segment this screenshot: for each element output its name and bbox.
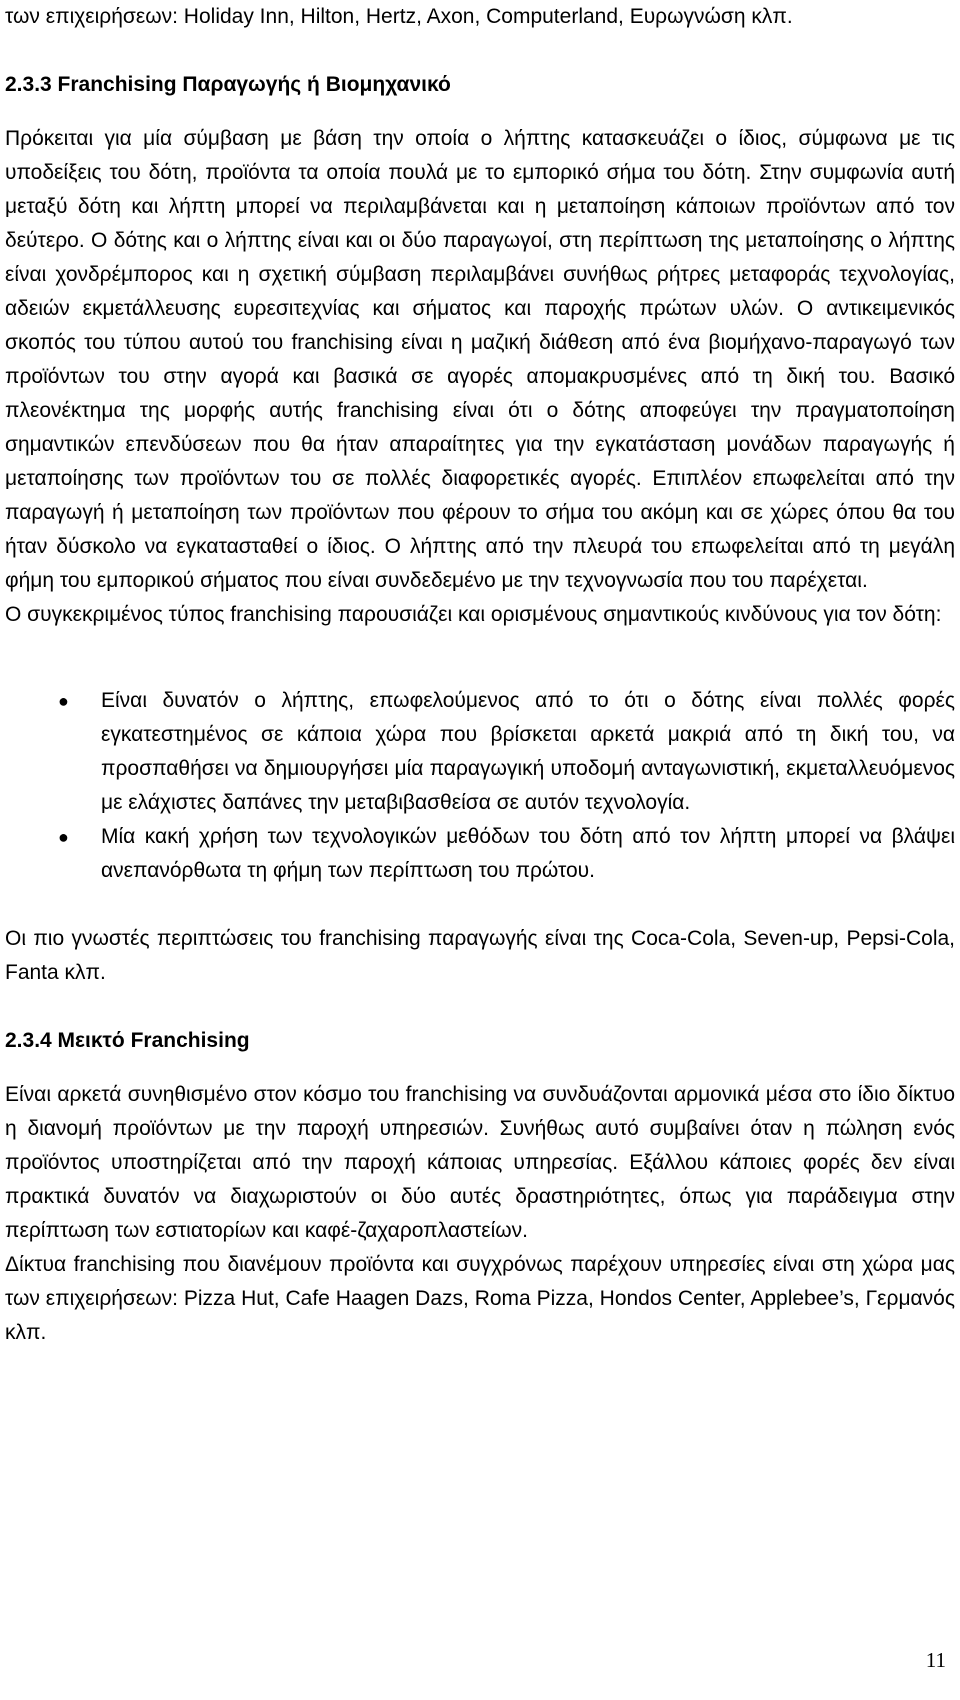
bullet-item bbox=[5, 684, 955, 820]
section-heading-2-3-3: 2.3.3 Franchising Παραγωγής ή Βιομηχανικό bbox=[5, 73, 451, 96]
section-2-3-3-paragraph-2: Ο συγκεκριμένος τύπος franchising παρουσιάζει και ορισμένους σημαντικούς κινδύνους για τον δότη: bbox=[5, 603, 942, 626]
bullet-item-text: Μία κακή χρήση των τεχνολογικών μεθόδων του δότη από τον λήπτη μπορεί να βλάψει ανεπανόρθωτα τη φήμη των περίπτωση του πρώτου. bbox=[101, 825, 955, 882]
section-heading-2-3-4: 2.3.4 Μεικτό Franchising bbox=[5, 1029, 250, 1052]
section-2-3-4-paragraph-2: Δίκτυα franchising που διανέμουν προϊόντα και συγχρόνως παρέχουν υπηρεσίες είναι στη χώρα μας των επιχειρήσεων: Pizza Hut, Cafe Haagen Dazs, Roma Pizza, Hondos Center, Applebee’s, Γερμανός κλπ. bbox=[5, 1253, 955, 1344]
section-2-3-3-paragraph-3: Οι πιο γνωστές περιπτώσεις του franchising παραγωγής είναι της Coca-Cola, Seven-up, Pepsi-Cola, Fanta κλπ. bbox=[5, 927, 955, 984]
bullet-icon: ● bbox=[58, 691, 69, 711]
section-2-3-3-paragraph-1: Πρόκειται για μία σύμβαση με βάση την οποία ο λήπτης κατασκευάζει ο ίδιος, σύμφωνα με τις υποδείξεις του δότη, προϊόντα τα οποία πουλά με το εμπορικό σήμα του δότη. Στην συμφωνία αυτή μεταξύ δότη και λήπτη μπορεί να περιλαμβάνεται και η μεταποίηση κάποιων προϊόντων από τον δεύτερο. Ο δότης και ο λήπτης είναι και οι δύο παραγωγοί, στη περίπτωση της μεταποίησης ο λήπτης είναι χονδρέμπορος και η σχετική σύμβαση περιλαμβάνει συνήθως ρήτρες μεταφοράς τεχνολογίας, αδειών εκμετάλλευσης ευρεσιτεχνίας και σήματος και παροχής πρώτων υλών. Ο αντικειμενικός σκοπός του τύπου αυτού του franchising είναι η μαζική διάθεση από ένα βιομήχανο-παραγωγό των προϊόντων του στην αγορά και βασικά σε αγορές απομακρυσμένες από τη δική του. Βασικό πλεονέκτημα της μορφής αυτής franchising είναι ότι ο δότης αποφεύγει την πραγματοποίηση σημαντικών επενδύσεων που θα ήταν απαραίτητες για την εγκατάσταση μονάδων παραγωγής ή μεταποίησης των προϊόντων του σε πολλές διαφορετικές αγορές. Επιπλέον επωφελείται από την παραγωγή ή μεταποίηση των προϊόντων που φέρουν το σήμα του ακόμη και σε χώρες όπου θα του ήταν δύσκολο να εγκατασταθεί ο ίδιος. Ο λήπτης από την πλευρά του επωφελείται από τη μεγάλη φήμη του εμπορικού σήματος που είναι συνδεδεμένο με την τεχνογνωσία που του παρέχεται. bbox=[5, 127, 955, 592]
bullet-icon: ● bbox=[58, 827, 69, 847]
page-number: 11 bbox=[925, 1648, 946, 1672]
document-page bbox=[5, 0, 955, 1350]
bullet-item-text: Είναι δυνατόν ο λήπτης, επωφελούμενος από το ότι ο δότης είναι πολλές φορές εγκατεστημένος σε κάποια χώρα που βρίσκεται αρκετά μακριά από τη δική του, να προσπαθήσει να δημιουργήσει μία παραγωγική υποδομή ανταγωνιστική, εκμεταλλευόμενος με ελάχιστες δαπάνες την μεταβιβασθείσα σε αυτόν τεχνολογία. bbox=[101, 689, 955, 814]
intro-continuation: των επιχειρήσεων: Holiday Inn, Hilton, Hertz, Axon, Computerland, Ευρωγνώση κλπ. bbox=[5, 5, 793, 28]
risk-bullet-list bbox=[5, 684, 955, 888]
section-2-3-4-paragraph-1: Είναι αρκετά συνηθισμένο στον κόσμο του franchising να συνδυάζονται αρμονικά μέσα στο ίδιο δίκτυο η διανομή προϊόντων με την παροχή υπηρεσιών. Συνήθως αυτό συμβαίνει όταν η πώληση ενός προϊόντος υποστηρίζεται από την παροχή κάποιας υπηρεσίας. Εξάλλου κάποιες φορές δεν είναι πρακτικά δυνατόν να διαχωριστούν οι δύο αυτές δραστηριότητες, όπως για παράδειγμα στην περίπτωση των εστιατορίων και καφέ-ζαχαροπλαστείων. bbox=[5, 1083, 955, 1242]
bullet-item bbox=[5, 820, 955, 888]
